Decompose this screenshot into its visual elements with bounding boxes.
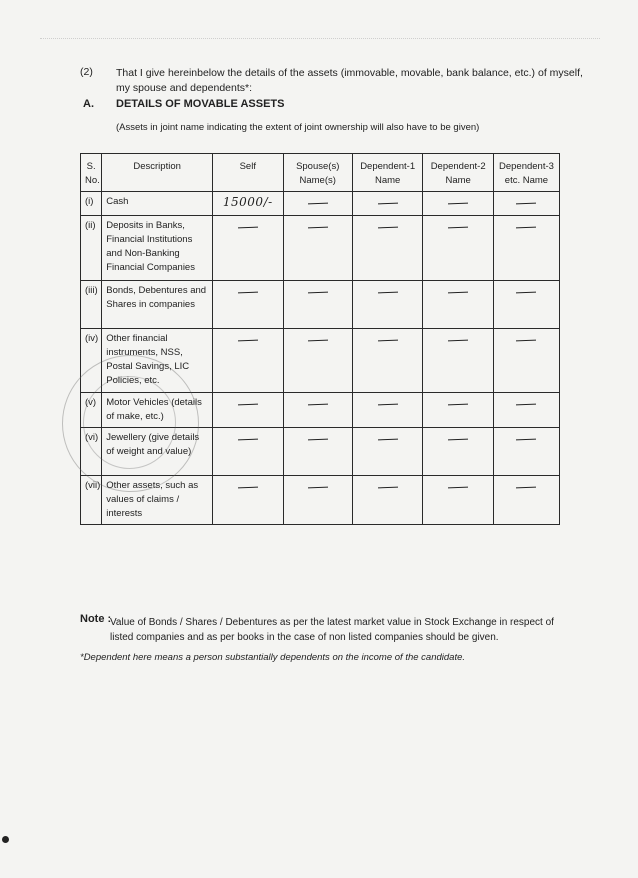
dependent-2-value bbox=[423, 329, 494, 393]
nil-dash bbox=[378, 439, 398, 441]
dependent-2-value bbox=[423, 216, 494, 281]
nil-dash bbox=[448, 340, 468, 342]
header-self: Self bbox=[213, 154, 284, 192]
nil-dash bbox=[238, 227, 258, 229]
nil-dash bbox=[238, 292, 258, 294]
row-description: Bonds, Debentures and Shares in companies bbox=[102, 281, 213, 329]
section-subtitle: (Assets in joint name indicating the extent of joint ownership will also have to be given) bbox=[116, 122, 480, 133]
dependent-2-value bbox=[423, 476, 494, 525]
dependent-1-value bbox=[352, 428, 423, 476]
nil-dash bbox=[308, 340, 328, 342]
nil-dash bbox=[238, 487, 258, 489]
section-title: DETAILS OF MOVABLE ASSETS bbox=[116, 98, 285, 110]
nil-dash bbox=[448, 227, 468, 229]
table-row bbox=[81, 216, 560, 281]
nil-dash bbox=[308, 487, 328, 489]
spouse-value bbox=[283, 428, 352, 476]
spouse-value bbox=[283, 329, 352, 393]
header-dependent-1: Dependent-1 Name bbox=[352, 154, 423, 192]
nil-dash bbox=[448, 404, 468, 406]
nil-dash bbox=[516, 292, 536, 294]
dependent-1-value bbox=[352, 281, 423, 329]
row-sno: (ii) bbox=[81, 216, 102, 281]
dependent-1-value bbox=[352, 192, 423, 216]
nil-dash bbox=[378, 487, 398, 489]
row-sno: (v) bbox=[81, 393, 102, 428]
self-value bbox=[213, 216, 284, 281]
table-header-row bbox=[81, 154, 560, 192]
handwritten-cash-amount: 15000/- bbox=[222, 195, 273, 209]
table-row bbox=[81, 192, 560, 216]
row-description: Other financial instruments, NSS, Postal Savings, LIC Policies, etc. bbox=[102, 329, 213, 393]
spouse-value bbox=[283, 476, 352, 525]
dependent-1-value bbox=[352, 476, 423, 525]
scan-artifact-line bbox=[40, 38, 600, 39]
dependent-1-value bbox=[352, 329, 423, 393]
nil-dash bbox=[448, 292, 468, 294]
scan-punch-mark bbox=[2, 836, 9, 843]
dependent-3-value bbox=[493, 281, 559, 329]
nil-dash bbox=[516, 487, 536, 489]
dependent-2-value bbox=[423, 393, 494, 428]
self-value bbox=[213, 428, 284, 476]
nil-dash bbox=[378, 292, 398, 294]
spouse-value bbox=[283, 192, 352, 216]
nil-dash bbox=[378, 404, 398, 406]
dependent-2-value bbox=[423, 281, 494, 329]
header-dependent-3: Dependent-3 etc. Name bbox=[493, 154, 559, 192]
nil-dash bbox=[238, 404, 258, 406]
self-value bbox=[213, 192, 284, 216]
row-sno: (iv) bbox=[81, 329, 102, 393]
nil-dash bbox=[308, 203, 328, 205]
dependent-2-value bbox=[423, 192, 494, 216]
dependent-3-value bbox=[493, 329, 559, 393]
spouse-value bbox=[283, 393, 352, 428]
nil-dash bbox=[516, 227, 536, 229]
nil-dash bbox=[308, 439, 328, 441]
dependent-2-value bbox=[423, 428, 494, 476]
row-description: Cash bbox=[102, 192, 213, 216]
row-description: Jewellery (give details of weight and value) bbox=[102, 428, 213, 476]
nil-dash bbox=[238, 439, 258, 441]
nil-dash bbox=[516, 439, 536, 441]
header-spouse: Spouse(s) Name(s) bbox=[283, 154, 352, 192]
self-value bbox=[213, 281, 284, 329]
dependent-3-value bbox=[493, 476, 559, 525]
row-sno: (iii) bbox=[81, 281, 102, 329]
nil-dash bbox=[516, 340, 536, 342]
nil-dash bbox=[308, 227, 328, 229]
dependent-footnote: *Dependent here means a person substantially dependents on the income of the candidate. bbox=[80, 652, 466, 663]
dependent-3-value bbox=[493, 216, 559, 281]
section-letter: A. bbox=[83, 98, 94, 110]
dependent-3-value bbox=[493, 428, 559, 476]
paragraph-number: (2) bbox=[80, 66, 93, 78]
row-description: Deposits in Banks, Financial Institutions and Non-Banking Financial Companies bbox=[102, 216, 213, 281]
dependent-3-value bbox=[493, 192, 559, 216]
header-sno: S. No. bbox=[81, 154, 102, 192]
nil-dash bbox=[448, 439, 468, 441]
official-seal-stamp bbox=[62, 355, 199, 492]
nil-dash bbox=[378, 227, 398, 229]
table-row bbox=[81, 281, 560, 329]
header-dependent-2: Dependent-2 Name bbox=[423, 154, 494, 192]
nil-dash bbox=[378, 340, 398, 342]
nil-dash bbox=[378, 203, 398, 205]
note-text: Value of Bonds / Shares / Debentures as per the latest market value in Stock Exchange in respect of listed companies and as per books in the case of non listed companies should be given. bbox=[110, 617, 554, 643]
dependent-1-value bbox=[352, 393, 423, 428]
spouse-value bbox=[283, 281, 352, 329]
dependent-1-value bbox=[352, 216, 423, 281]
dependent-3-value bbox=[493, 393, 559, 428]
nil-dash bbox=[308, 404, 328, 406]
row-sno: (vi) bbox=[81, 428, 102, 476]
nil-dash bbox=[516, 203, 536, 205]
self-value bbox=[213, 329, 284, 393]
self-value bbox=[213, 393, 284, 428]
spouse-value bbox=[283, 216, 352, 281]
header-description: Description bbox=[102, 154, 213, 192]
nil-dash bbox=[448, 203, 468, 205]
note-label: Note : bbox=[80, 613, 112, 625]
row-description: Other assets, such as values of claims / interests bbox=[102, 476, 213, 525]
row-sno: (i) bbox=[81, 192, 102, 216]
nil-dash bbox=[448, 487, 468, 489]
declaration-text: That I give hereinbelow the details of the assets (immovable, movable, bank balance, etc.) of myself, my spouse and dependents*: bbox=[116, 67, 583, 94]
row-description: Motor Vehicles (details of make, etc.) bbox=[102, 393, 213, 428]
nil-dash bbox=[308, 292, 328, 294]
nil-dash bbox=[238, 340, 258, 342]
self-value bbox=[213, 476, 284, 525]
row-sno: (vii) bbox=[81, 476, 102, 525]
nil-dash bbox=[516, 404, 536, 406]
seal-inner-ring bbox=[83, 376, 176, 469]
